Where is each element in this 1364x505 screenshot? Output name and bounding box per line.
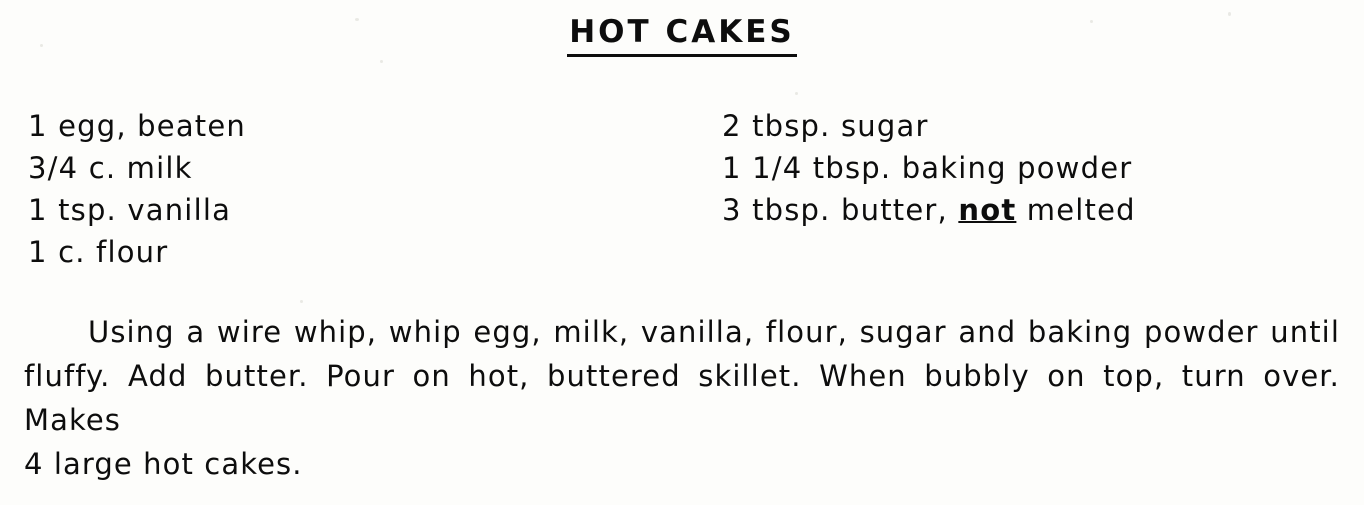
ingredient-item: 2 tbsp. sugar	[722, 109, 929, 143]
paper-speck	[795, 92, 798, 95]
paper-speck	[300, 300, 303, 303]
ingredient-item-butter	[722, 189, 1136, 231]
ingredient-item: 1 c. flour	[28, 235, 169, 269]
ingredient-item: 1 egg, beaten	[28, 109, 246, 143]
recipe-title-container	[0, 14, 1364, 57]
paper-speck	[380, 60, 383, 63]
ingredients-column-right	[722, 105, 1136, 231]
ingredients-section	[0, 105, 1364, 285]
ingredient-item: 1 1/4 tbsp. baking powder	[722, 151, 1133, 185]
ingredients-column-left	[28, 105, 246, 273]
method-body-text: Using a wire whip, whip egg, milk, vanilla, flour, sugar and baking powder until fluffy. Add butter. Pour on hot, buttered skillet. When bubbly on top, turn over. Makes	[24, 315, 1340, 437]
method-last-line: 4 large hot cakes.	[24, 447, 303, 481]
ingredient-emphasis-not: not	[958, 193, 1017, 227]
ingredient-text-before: 3 tbsp. butter,	[722, 193, 959, 227]
ingredient-item: 3/4 c. milk	[28, 151, 193, 185]
method-paragraph	[24, 310, 1340, 486]
ingredient-item: 1 tsp. vanilla	[28, 193, 232, 227]
page-title: HOT CAKES	[567, 14, 797, 57]
ingredient-text-after: melted	[1016, 193, 1136, 227]
